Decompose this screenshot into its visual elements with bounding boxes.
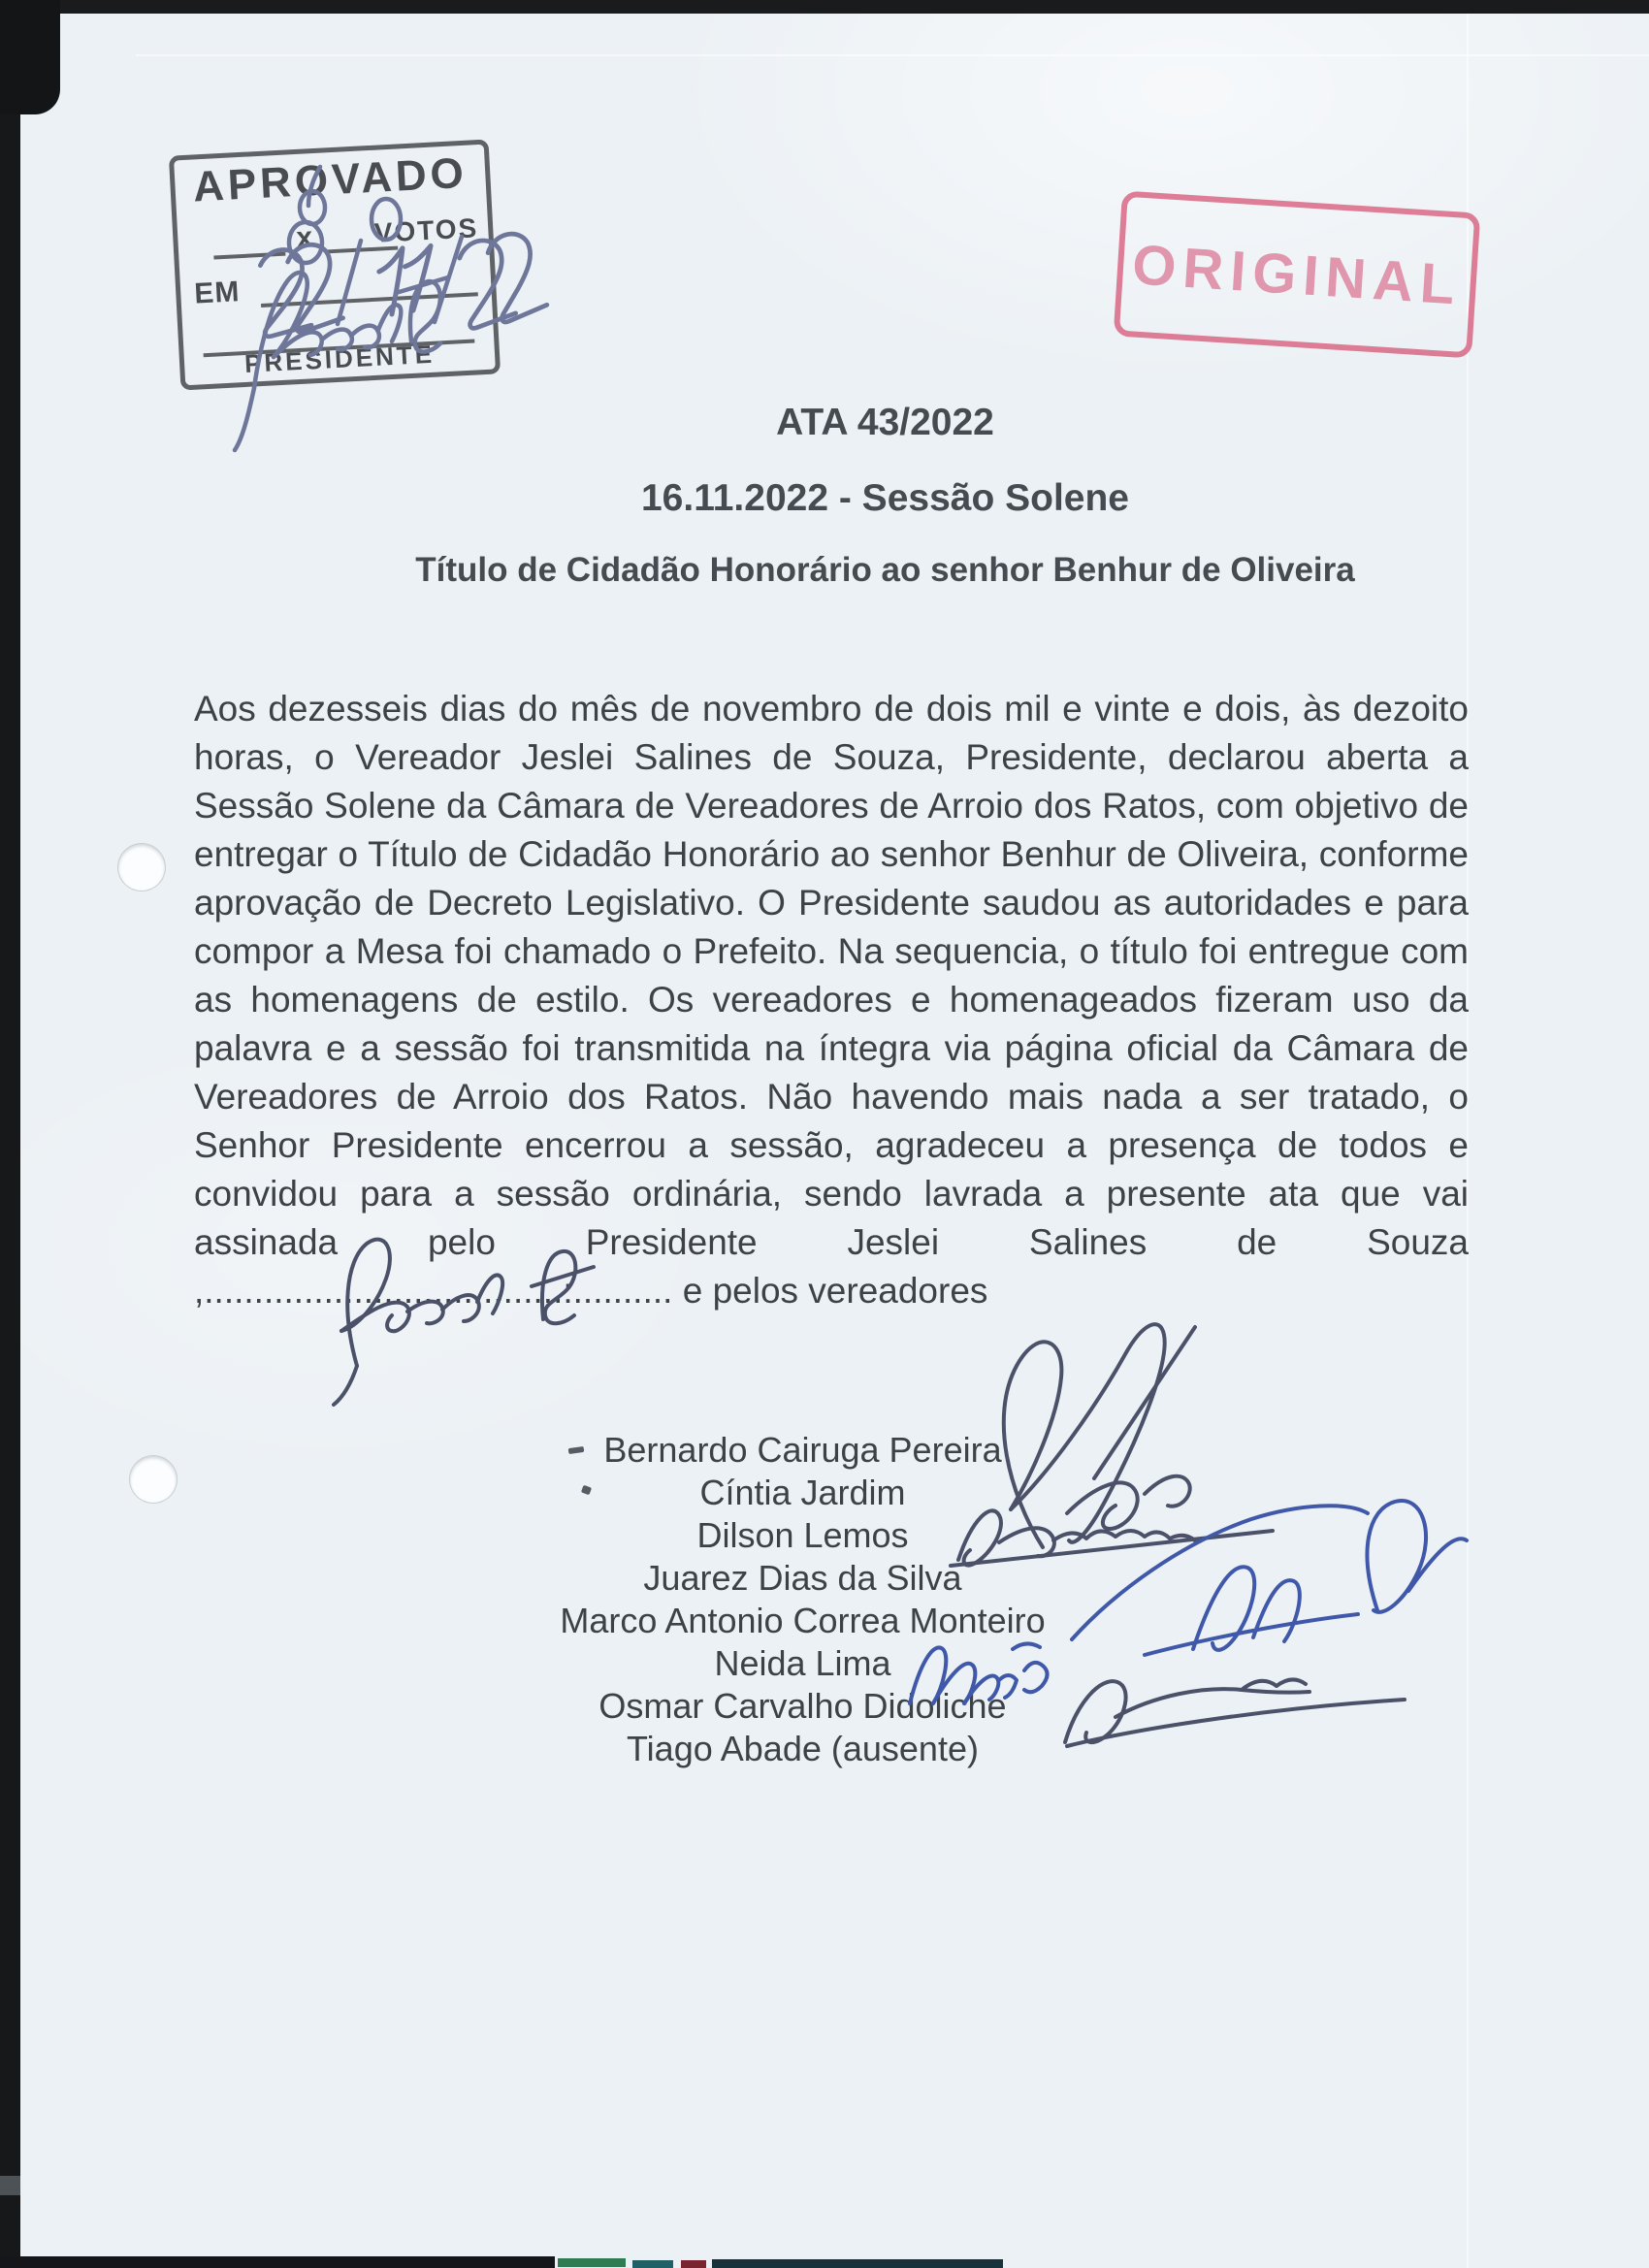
aprovado-votes-row — [178, 209, 490, 264]
votos-label: VOTOS — [373, 212, 480, 248]
signatory-name: Osmar Carvalho Didoliche — [598, 1686, 1007, 1726]
scan-noise — [632, 2260, 673, 2268]
minutes-body-paragraph: Aos dezesseis dias do mês de novembro de dois mil e vinte e dois, às dezoito horas, o Vereador Jeslei Salines de Souza, Presidente, declarou aberta a Sessão Solene da Câmara de Vereadores de Arroio dos Ratos, com objetivo de entregar o Título de Cidadão Honorário ao senhor Benhur de Oliveira, conforme aprovação de Decreto Legislativo. O Presidente saudou as autoridades e para compor a Mesa foi chamado o Prefeito. Na sequencia, o título foi entregue com as homenagens de estilo. Os vereadores e homenageados fizeram uso da palavra e a sessão foi transmitida na íntegra via página oficial da Câmara de Vereadores de Arroio dos Ratos. Não havendo mais nada a ser tratado, o Senhor Presidente encerrou a sessão, agradeceu a presença de todos e convidou para a sessão ordinária, sendo lavrada a presente ata que vai assinada pelo Presidente Jeslei Salines de Souza ,....................................:.......... e pelos vereadores — [194, 689, 1469, 1311]
scan-edge-corner — [0, 0, 60, 114]
scan-edge-gray-patch — [0, 2176, 20, 2195]
original-stamp — [1114, 191, 1481, 359]
scan-fold-line-horizontal — [136, 54, 1649, 56]
date-blank-line — [259, 259, 478, 308]
scan-noise — [558, 2258, 626, 2267]
aprovado-stamp — [169, 140, 501, 391]
signatory-name: Neida Lima — [714, 1643, 891, 1683]
scan-noise — [681, 2260, 706, 2268]
signatory-name: Dilson Lemos — [696, 1515, 909, 1555]
signatory-name: Juarez Dias da Silva — [643, 1558, 962, 1598]
scan-edge-top — [0, 0, 1649, 14]
signatories-list — [184, 1429, 1421, 1770]
signatory-name: Bernardo Cairuga Pereira — [603, 1430, 1002, 1470]
presidente-label: PRESIDENTE — [243, 339, 436, 378]
subject-title: Título de Cidadão Honorário ao senhor Benhur de Oliveira — [415, 551, 1355, 589]
signatory-name: Marco Antonio Correa Monteiro — [560, 1601, 1046, 1640]
scan-edge-left — [0, 0, 20, 2268]
session-title: 16.11.2022 - Sessão Solene — [640, 477, 1129, 519]
ata-number-title: ATA 43/2022 — [776, 402, 994, 443]
punch-hole — [117, 843, 166, 891]
signatory-name: Tiago Abade (ausente) — [627, 1729, 979, 1768]
scan-noise — [712, 2259, 1003, 2268]
punch-hole — [129, 1455, 178, 1504]
scan-edge-bottom — [0, 2256, 555, 2268]
signatory-name: Cíntia Jardim — [699, 1473, 906, 1512]
original-stamp-label: ORIGINAL — [1130, 232, 1464, 317]
votes-blank-line — [212, 219, 286, 260]
em-label: EM — [193, 275, 242, 310]
aprovado-stamp-title: APROVADO — [191, 148, 469, 211]
votes-x-label: x — [295, 221, 314, 255]
